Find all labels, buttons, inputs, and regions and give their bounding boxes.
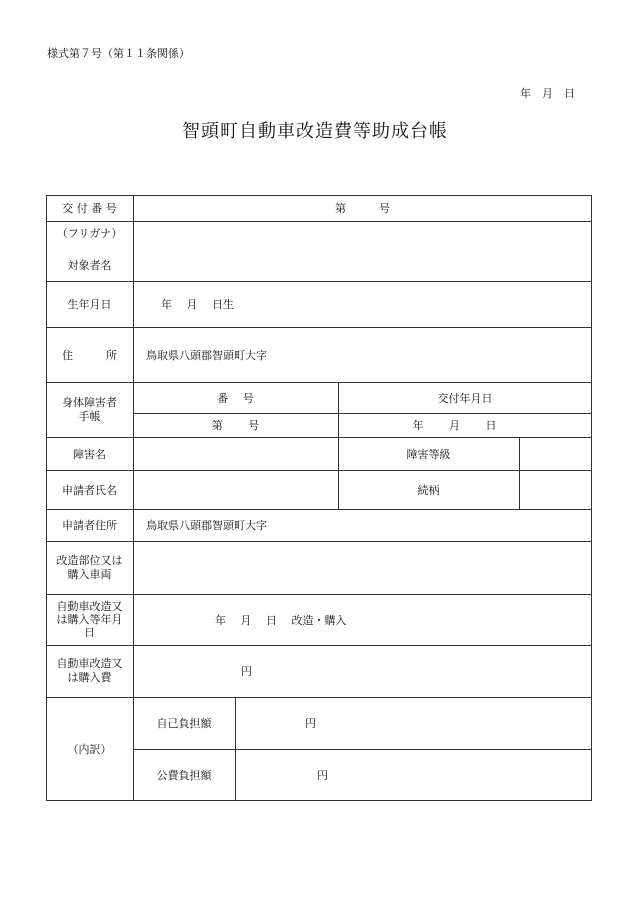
cert-issue-date-value[interactable]: 年 月 日 [412,419,497,432]
mod-date-value[interactable]: 年 月 日 改造・購入 [215,613,347,627]
koufu-number-value: 第 号 [335,202,390,215]
self-burden-value[interactable]: 円 [305,717,316,730]
mod-date-label [46,594,133,645]
form-number: 様式第７号（第１１条関係） [47,47,190,60]
disability-name-label: 障害名 [73,447,106,461]
subject-name-field[interactable] [145,221,585,281]
vehicle-part-label-line1: 改造部位又は [56,553,123,567]
disability-cert-label-line1: 身体障害者 [62,395,117,409]
cert-number-header: 番 号 [217,391,254,405]
disability-cert-label-line2: 手帳 [78,409,101,423]
furigana-label: （フリガナ） [56,227,123,240]
public-burden-label: 公費負担額 [156,769,212,782]
disability-cert-label [46,382,133,437]
document-date: 年 月 日 [520,87,575,100]
breakdown-label: （内訳） [67,743,112,756]
subject-name-label: 対象者名 [67,259,112,272]
address-label: 住 所 [62,348,117,362]
birthdate-value[interactable]: 年 月 日生 [161,298,234,311]
public-burden-value[interactable]: 円 [317,769,328,782]
cert-number-value[interactable]: 第 号 [211,419,260,432]
relation-label: 続柄 [417,483,440,497]
cert-issue-date-header: 交付年月日 [437,391,493,405]
vehicle-part-label [46,541,133,594]
page-title: 智頭町自動車改造費等助成台帳 [182,121,448,142]
mod-date-label-line3: 日 [84,626,95,639]
vehicle-part-label-line2: 購入車両 [67,567,112,581]
column-divider [519,437,520,509]
cost-label [46,645,133,697]
address-value[interactable]: 鳥取県八頭郡智頭町大字 [146,348,267,362]
applicant-address-value[interactable]: 鳥取県八頭郡智頭町大字 [146,519,267,532]
mod-date-label-line1: 自動車改造又 [56,600,123,613]
koufu-number-label: 交 付 番 号 [62,202,117,215]
applicant-address-label: 申請者住所 [62,519,117,532]
birthdate-label: 生年月日 [67,298,112,311]
disability-grade-label: 障害等級 [406,447,451,461]
mod-date-label-line2: は購入等年月 [56,613,123,626]
cost-label-line2: は購入費 [67,671,112,684]
cost-value[interactable]: 円 [241,665,252,678]
applicant-name-label: 申請者氏名 [62,483,117,497]
cost-label-line1: 自動車改造又 [56,657,123,670]
self-burden-label: 自己負担額 [156,717,212,730]
